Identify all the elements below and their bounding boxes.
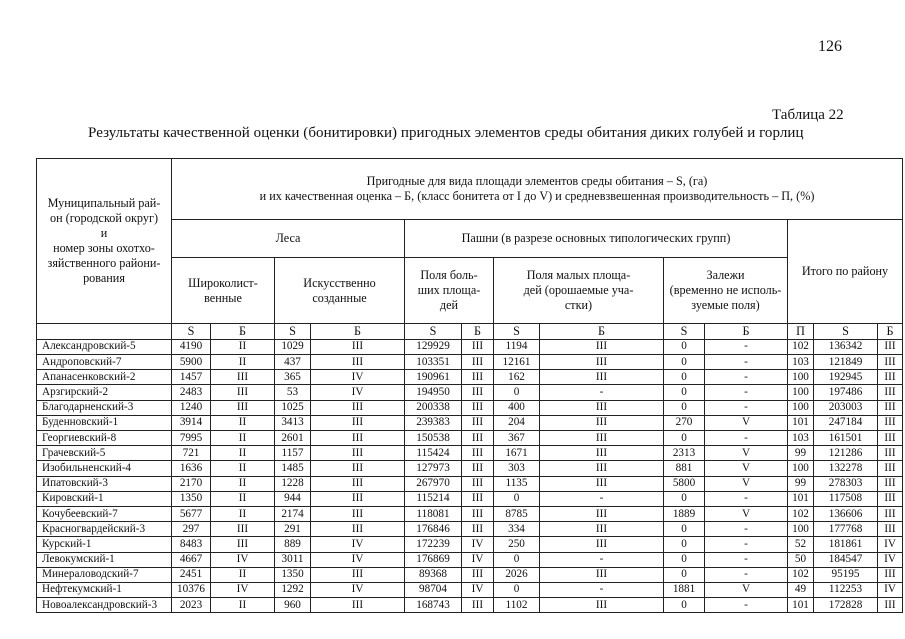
table-cell: 100: [788, 370, 814, 385]
unit-header: Б: [705, 324, 788, 340]
large-fields-header: Поля боль- ших площа- дей: [405, 258, 494, 324]
table-cell: 129929: [405, 339, 462, 354]
table-cell: 100: [788, 385, 814, 400]
broadleaf-header: Широколист- венные: [172, 258, 275, 324]
table-cell: 0: [664, 491, 705, 506]
municipal-header: Муниципальный рай- он (городской округ) и номер зоны охотхо- зяйственного райони- рования: [37, 159, 172, 324]
table-cell: 102: [788, 506, 814, 521]
table-cell: III: [462, 370, 494, 385]
table-cell: III: [211, 537, 275, 552]
unit-header: Б: [311, 324, 405, 340]
table-cell: III: [462, 446, 494, 461]
district-name: Благодарненский-3: [37, 400, 172, 415]
table-cell: III: [878, 370, 903, 385]
table-cell: 49: [788, 582, 814, 597]
table-cell: 267970: [405, 476, 462, 491]
table-cell: 50: [788, 552, 814, 567]
table-cell: 121286: [814, 446, 878, 461]
table-cell: III: [540, 339, 664, 354]
district-name: Арзгирский-2: [37, 385, 172, 400]
table-cell: 52: [788, 537, 814, 552]
table-row: [37, 582, 903, 597]
table-cell: 1671: [494, 446, 540, 461]
district-name: Изобильненский-4: [37, 461, 172, 476]
table-row: [37, 522, 903, 537]
table-cell: 3011: [275, 552, 311, 567]
table-cell: 365: [275, 370, 311, 385]
table-cell: 89368: [405, 567, 462, 582]
table-cell: III: [462, 476, 494, 491]
table-cell: III: [540, 537, 664, 552]
table-cell: III: [878, 446, 903, 461]
table-cell: 2174: [275, 506, 311, 521]
table-cell: 0: [664, 598, 705, 613]
table-cell: II: [211, 491, 275, 506]
table-cell: III: [211, 385, 275, 400]
fields-header: Пашни (в разрезе основных типологических групп): [405, 220, 788, 258]
table-cell: 239383: [405, 415, 462, 430]
table-cell: 1350: [275, 567, 311, 582]
table-cell: 1029: [275, 339, 311, 354]
table-cell: 204: [494, 415, 540, 430]
table-cell: 0: [494, 582, 540, 597]
table-cell: 99: [788, 446, 814, 461]
artificial-header: Искусственно созданные: [275, 258, 405, 324]
table-cell: III: [462, 415, 494, 430]
table-cell: 2170: [172, 476, 211, 491]
table-cell: 194950: [405, 385, 462, 400]
table-cell: III: [311, 476, 405, 491]
table-row: [37, 476, 903, 491]
table-row: [37, 552, 903, 567]
unit-header: S: [814, 324, 878, 340]
table-cell: IV: [311, 582, 405, 597]
table-cell: 0: [664, 400, 705, 415]
table-row: [37, 598, 903, 613]
table-cell: III: [311, 431, 405, 446]
table-cell: III: [540, 400, 664, 415]
table-cell: III: [878, 567, 903, 582]
table-cell: III: [878, 415, 903, 430]
table-cell: 102: [788, 339, 814, 354]
table-row: [37, 567, 903, 582]
table-cell: III: [462, 339, 494, 354]
table-cell: -: [705, 598, 788, 613]
table-cell: 181861: [814, 537, 878, 552]
table-cell: II: [211, 415, 275, 430]
table-cell: III: [462, 598, 494, 613]
table-cell: 99: [788, 476, 814, 491]
table-cell: 250: [494, 537, 540, 552]
district-name: Нефтекумский-1: [37, 582, 172, 597]
table-cell: 127973: [405, 461, 462, 476]
district-name: Георгиевский-8: [37, 431, 172, 446]
table-cell: 1157: [275, 446, 311, 461]
table-cell: 0: [494, 491, 540, 506]
table-cell: 2026: [494, 567, 540, 582]
table-cell: 1194: [494, 339, 540, 354]
district-name: Андроповский-7: [37, 355, 172, 370]
table-cell: II: [211, 355, 275, 370]
table-cell: 3413: [275, 415, 311, 430]
table-body: [37, 339, 903, 612]
table-row: [37, 415, 903, 430]
table-cell: 4667: [172, 552, 211, 567]
table-cell: II: [211, 567, 275, 582]
table-cell: 3914: [172, 415, 211, 430]
table-row: [37, 431, 903, 446]
table-cell: 2483: [172, 385, 211, 400]
table-cell: III: [311, 522, 405, 537]
table-cell: 1025: [275, 400, 311, 415]
table-cell: III: [311, 598, 405, 613]
table-cell: 103: [788, 431, 814, 446]
table-cell: 132278: [814, 461, 878, 476]
table-cell: 121849: [814, 355, 878, 370]
table-cell: III: [878, 476, 903, 491]
table-cell: IV: [878, 537, 903, 552]
unit-header: П: [788, 324, 814, 340]
forests-header: Леса: [172, 220, 405, 258]
unit-header: S: [664, 324, 705, 340]
table-cell: III: [462, 491, 494, 506]
table-cell: -: [540, 552, 664, 567]
table-cell: IV: [211, 582, 275, 597]
table-cell: III: [878, 385, 903, 400]
table-cell: III: [540, 476, 664, 491]
table-cell: 95195: [814, 567, 878, 582]
table-cell: -: [705, 567, 788, 582]
unit-header: S: [405, 324, 462, 340]
table-cell: 103: [788, 355, 814, 370]
table-cell: 1292: [275, 582, 311, 597]
table-cell: 8785: [494, 506, 540, 521]
table-cell: 303: [494, 461, 540, 476]
table-cell: II: [211, 461, 275, 476]
table-cell: 2023: [172, 598, 211, 613]
table-cell: III: [462, 506, 494, 521]
table-cell: II: [211, 598, 275, 613]
table-cell: -: [705, 339, 788, 354]
table-cell: 161501: [814, 431, 878, 446]
district-name: Буденновский-1: [37, 415, 172, 430]
district-name: Ипатовский-3: [37, 476, 172, 491]
table-cell: 150538: [405, 431, 462, 446]
district-name: Новоалександровский-3: [37, 598, 172, 613]
table-cell: III: [462, 461, 494, 476]
table-cell: III: [878, 461, 903, 476]
table-cell: IV: [311, 537, 405, 552]
table-cell: III: [462, 355, 494, 370]
unit-header: Б: [540, 324, 664, 340]
table-cell: 102: [788, 567, 814, 582]
table-cell: V: [705, 582, 788, 597]
table-cell: 115424: [405, 446, 462, 461]
table-cell: -: [540, 491, 664, 506]
table-cell: II: [211, 431, 275, 446]
table-cell: 247184: [814, 415, 878, 430]
table-cell: -: [705, 537, 788, 552]
table-cell: 437: [275, 355, 311, 370]
table-cell: III: [540, 415, 664, 430]
table-cell: 103351: [405, 355, 462, 370]
table-cell: 117508: [814, 491, 878, 506]
table-row: [37, 355, 903, 370]
table-cell: 881: [664, 461, 705, 476]
table-cell: 12161: [494, 355, 540, 370]
table-cell: 0: [494, 552, 540, 567]
table-cell: 1457: [172, 370, 211, 385]
table-cell: 118081: [405, 506, 462, 521]
table-cell: III: [311, 339, 405, 354]
table-cell: 960: [275, 598, 311, 613]
table-cell: 172828: [814, 598, 878, 613]
table-cell: 889: [275, 537, 311, 552]
fallow-header: Залежи (временно не исполь- зуемые поля): [664, 258, 788, 324]
document-title: Результаты качественной оценки (бонитировки) пригодных элементов среды обитания диких голубей и горлиц: [88, 125, 804, 141]
district-name: Александровский-5: [37, 339, 172, 354]
table-cell: III: [311, 400, 405, 415]
table-cell: 1350: [172, 491, 211, 506]
table-cell: 1636: [172, 461, 211, 476]
table-cell: -: [705, 491, 788, 506]
table-cell: III: [311, 446, 405, 461]
table-cell: 0: [664, 339, 705, 354]
table-cell: III: [311, 491, 405, 506]
table-cell: IV: [462, 537, 494, 552]
table-cell: IV: [878, 552, 903, 567]
district-name: Кировский-1: [37, 491, 172, 506]
table-cell: V: [705, 461, 788, 476]
table-cell: 162: [494, 370, 540, 385]
table-cell: 721: [172, 446, 211, 461]
table-label: Таблица 22: [772, 107, 844, 123]
table-cell: 0: [664, 431, 705, 446]
table-cell: II: [211, 506, 275, 521]
table-cell: 4190: [172, 339, 211, 354]
table-cell: 190961: [405, 370, 462, 385]
table-cell: 1228: [275, 476, 311, 491]
unit-header: Б: [462, 324, 494, 340]
table-cell: -: [705, 385, 788, 400]
table-cell: 176869: [405, 552, 462, 567]
table-cell: 184547: [814, 552, 878, 567]
page-number: 126: [818, 38, 842, 55]
table-cell: III: [540, 567, 664, 582]
unit-header: Б: [878, 324, 903, 340]
table-cell: 100: [788, 461, 814, 476]
table-cell: III: [878, 522, 903, 537]
table-cell: 10376: [172, 582, 211, 597]
district-name: Курский-1: [37, 537, 172, 552]
table-cell: -: [705, 355, 788, 370]
table-cell: III: [878, 339, 903, 354]
table-row: [37, 491, 903, 506]
table-row: [37, 461, 903, 476]
table-cell: III: [462, 522, 494, 537]
table-cell: 5677: [172, 506, 211, 521]
table-cell: -: [705, 552, 788, 567]
table-cell: 200338: [405, 400, 462, 415]
table-cell: III: [540, 461, 664, 476]
unit-header: S: [275, 324, 311, 340]
table-cell: III: [311, 355, 405, 370]
table-cell: V: [705, 506, 788, 521]
table-cell: 1102: [494, 598, 540, 613]
table-cell: -: [540, 385, 664, 400]
table-cell: 0: [664, 355, 705, 370]
table-cell: 8483: [172, 537, 211, 552]
table-cell: -: [705, 400, 788, 415]
district-name: Кочубеевский-7: [37, 506, 172, 521]
table-cell: III: [540, 431, 664, 446]
table-cell: III: [540, 506, 664, 521]
table-cell: III: [311, 415, 405, 430]
table-cell: III: [878, 491, 903, 506]
table-cell: 168743: [405, 598, 462, 613]
table-cell: IV: [311, 370, 405, 385]
table-cell: 203003: [814, 400, 878, 415]
district-name: Грачевский-5: [37, 446, 172, 461]
table-cell: V: [705, 476, 788, 491]
table-row: [37, 370, 903, 385]
district-name: Апанасенковский-2: [37, 370, 172, 385]
main-header: Пригодные для вида площади элементов среды обитания – S, (га) и их качественная оценка – Б, (класс бонитета от I до V) и средневзвешенная производительность – П, (%): [172, 159, 903, 220]
table-cell: IV: [462, 582, 494, 597]
small-fields-header: Поля малых площа- дей (орошаемые уча- стки): [494, 258, 664, 324]
total-header: Итого по району: [788, 220, 903, 324]
unit-header: Б: [211, 324, 275, 340]
table-cell: 1135: [494, 476, 540, 491]
table-cell: IV: [311, 552, 405, 567]
table-cell: III: [878, 598, 903, 613]
table-cell: 1240: [172, 400, 211, 415]
table-cell: 334: [494, 522, 540, 537]
table-cell: IV: [211, 552, 275, 567]
table-cell: 2313: [664, 446, 705, 461]
table-cell: 0: [664, 370, 705, 385]
table-cell: 197486: [814, 385, 878, 400]
table-cell: 0: [664, 522, 705, 537]
table-cell: 176846: [405, 522, 462, 537]
district-name: Минераловодский-7: [37, 567, 172, 582]
table-cell: 2451: [172, 567, 211, 582]
table-cell: 0: [664, 567, 705, 582]
table-cell: 1889: [664, 506, 705, 521]
table-cell: 400: [494, 400, 540, 415]
table-cell: III: [540, 446, 664, 461]
table-cell: 101: [788, 598, 814, 613]
table-cell: III: [878, 355, 903, 370]
table-cell: III: [540, 370, 664, 385]
table-cell: 101: [788, 415, 814, 430]
table-cell: II: [211, 476, 275, 491]
table-cell: III: [878, 506, 903, 521]
table-cell: 367: [494, 431, 540, 446]
table-cell: III: [462, 400, 494, 415]
table-cell: -: [540, 582, 664, 597]
table-cell: III: [311, 461, 405, 476]
table-cell: IV: [878, 582, 903, 597]
district-name: Левокумский-1: [37, 552, 172, 567]
table-cell: 270: [664, 415, 705, 430]
table-cell: 98704: [405, 582, 462, 597]
table-cell: 115214: [405, 491, 462, 506]
table-cell: 100: [788, 400, 814, 415]
table-cell: IV: [311, 385, 405, 400]
table-cell: 101: [788, 491, 814, 506]
table-cell: 172239: [405, 537, 462, 552]
table-row: [37, 506, 903, 521]
unit-header: S: [172, 324, 211, 340]
table-cell: III: [462, 431, 494, 446]
table-cell: 5900: [172, 355, 211, 370]
table-cell: III: [878, 400, 903, 415]
table-cell: 7995: [172, 431, 211, 446]
table-cell: III: [311, 567, 405, 582]
table-cell: III: [540, 355, 664, 370]
table-cell: 297: [172, 522, 211, 537]
table-cell: 5800: [664, 476, 705, 491]
table-cell: -: [705, 431, 788, 446]
table-cell: -: [705, 370, 788, 385]
table-cell: 291: [275, 522, 311, 537]
table-cell: 2601: [275, 431, 311, 446]
table-cell: 0: [664, 537, 705, 552]
district-name: Красногвардейский-3: [37, 522, 172, 537]
table-row: [37, 385, 903, 400]
table-cell: 1485: [275, 461, 311, 476]
table-cell: III: [540, 598, 664, 613]
table-row: [37, 400, 903, 415]
table-cell: 136342: [814, 339, 878, 354]
table-cell: II: [211, 339, 275, 354]
table-cell: V: [705, 415, 788, 430]
table-cell: 112253: [814, 582, 878, 597]
table-cell: 136606: [814, 506, 878, 521]
table-cell: 0: [664, 385, 705, 400]
table-cell: III: [211, 522, 275, 537]
table-cell: 100: [788, 522, 814, 537]
table-row: [37, 339, 903, 354]
table-cell: 177768: [814, 522, 878, 537]
table-cell: III: [211, 400, 275, 415]
table-cell: III: [878, 431, 903, 446]
table-cell: III: [462, 567, 494, 582]
table-cell: 0: [664, 552, 705, 567]
table-cell: III: [211, 370, 275, 385]
table-cell: II: [211, 446, 275, 461]
table-cell: -: [705, 522, 788, 537]
table-cell: 0: [494, 385, 540, 400]
habitat-table: [36, 158, 903, 613]
table-cell: 53: [275, 385, 311, 400]
unit-blank: [37, 324, 172, 340]
table-cell: IV: [462, 552, 494, 567]
table-row: [37, 446, 903, 461]
table-cell: III: [540, 522, 664, 537]
table-cell: V: [705, 446, 788, 461]
table-cell: 192945: [814, 370, 878, 385]
table-cell: 944: [275, 491, 311, 506]
table-cell: 278303: [814, 476, 878, 491]
unit-header: S: [494, 324, 540, 340]
table-row: [37, 537, 903, 552]
table-cell: III: [311, 506, 405, 521]
table-cell: 1881: [664, 582, 705, 597]
table-cell: III: [462, 385, 494, 400]
